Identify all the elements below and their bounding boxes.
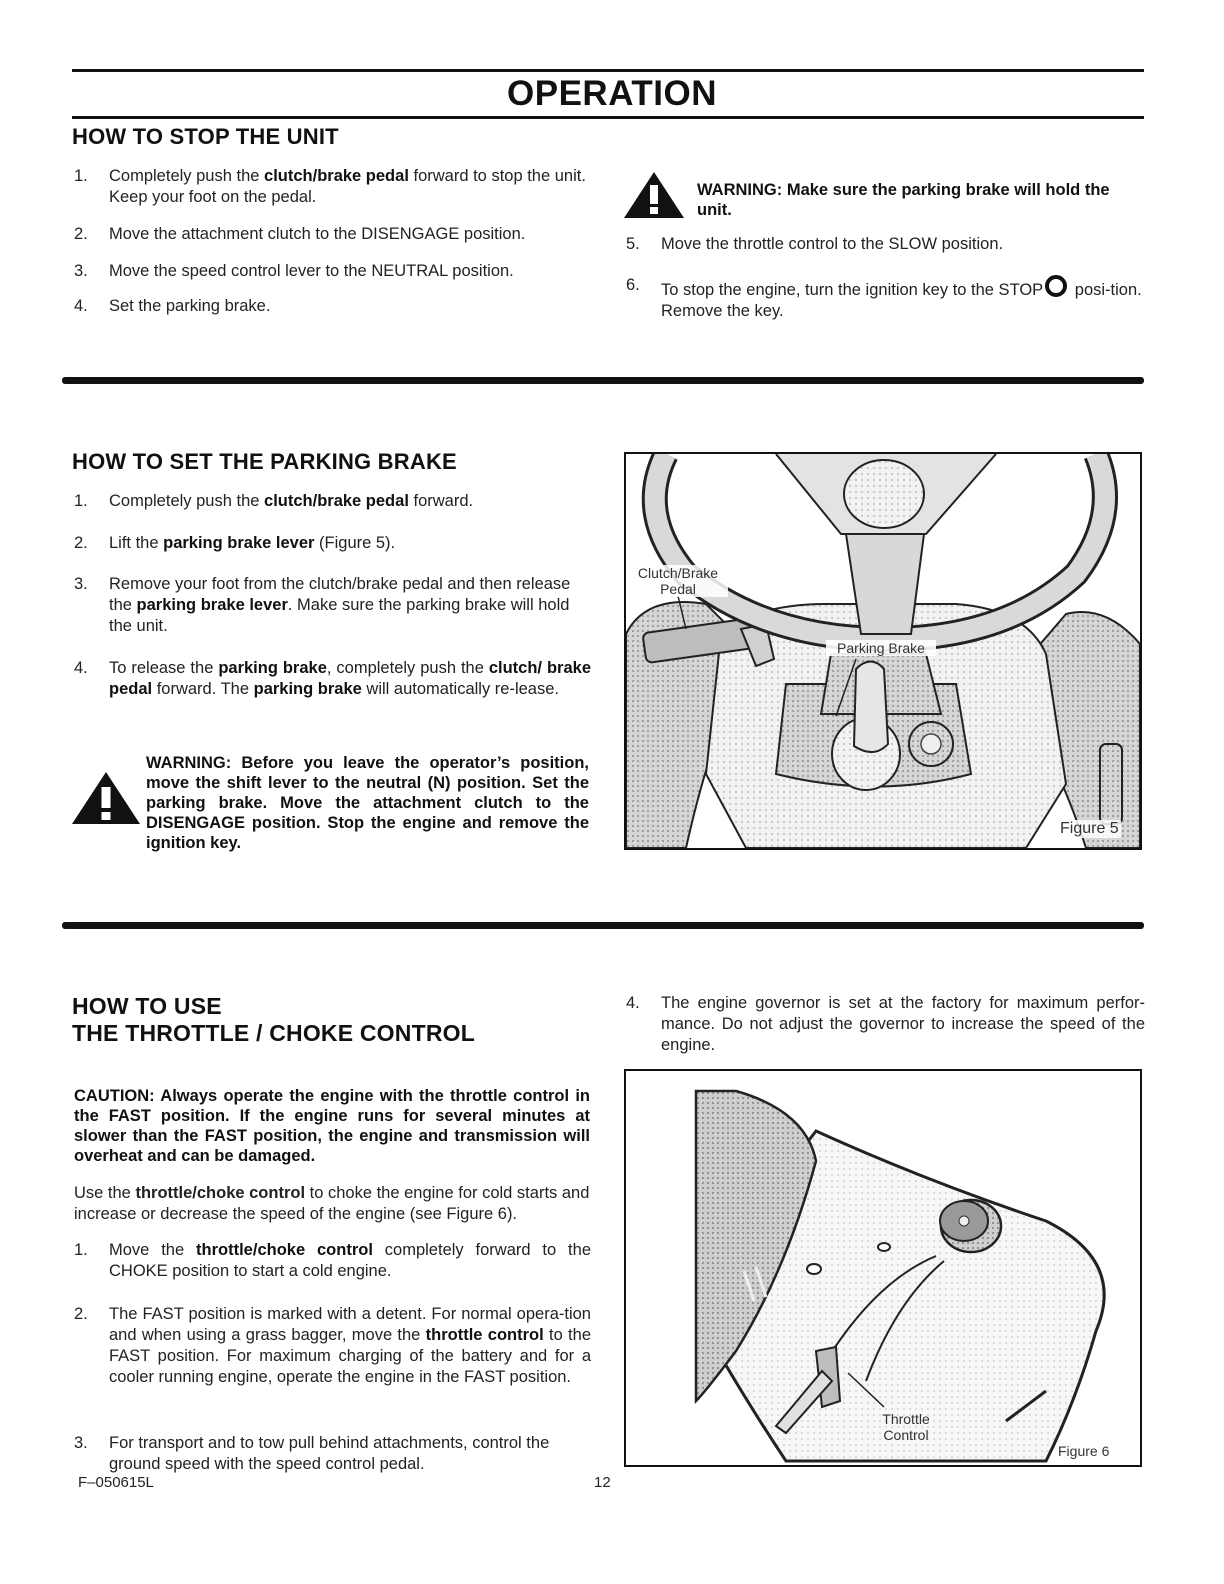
- callout-parking-brake: Parking Brake: [826, 640, 936, 656]
- stop-unit-heading: HOW TO STOP THE UNIT: [72, 124, 339, 149]
- section-divider-2: [62, 922, 1144, 929]
- callout-throttle-control: Throttle Control: [882, 1411, 930, 1443]
- throttle-caution: CAUTION: Always operate the engine with the throttle control in the FAST position. If the engine runs for several minutes at slower than the FAST position, the engine and transmission will overheat and can be damaged.: [74, 1087, 590, 1165]
- stop-unit-warning: WARNING: Make sure the parking brake will hold the unit.: [697, 181, 1110, 219]
- callout-clutch-brake-pedal: Clutch/Brake Pedal: [628, 565, 728, 597]
- figure-5: [624, 452, 1142, 850]
- stop-symbol-icon: [1045, 275, 1067, 297]
- page-number: 12: [594, 1474, 611, 1491]
- throttle-heading: [72, 993, 475, 1047]
- page-title: OPERATION: [507, 74, 717, 113]
- figure-6: [624, 1069, 1142, 1467]
- header-top-rule: [72, 69, 1144, 72]
- header-bottom-rule: [72, 116, 1144, 119]
- figure-5-label: Figure 5: [1060, 820, 1119, 837]
- warning-triangle-icon: [622, 170, 686, 220]
- throttle-intro: Use the throttle/choke control to choke the engine for cold starts and increase or decrease the speed of the engine (see Figure 6).: [74, 1184, 590, 1223]
- warning-triangle-icon: [70, 770, 142, 826]
- throttle-control-illustration: [626, 1071, 1140, 1465]
- parking-brake-heading: HOW TO SET THE PARKING BRAKE: [72, 449, 457, 474]
- section-divider-1: [62, 377, 1144, 384]
- throttle-heading-line-2: THE THROTTLE / CHOKE CONTROL: [72, 1020, 475, 1046]
- throttle-heading-line-1: HOW TO USE: [72, 993, 222, 1019]
- parking-brake-warning: WARNING: Before you leave the operator’s position, move the shift lever to the neutral (N) position. Set the parking brake. Move the attachment clutch to the DISENGAGE position. Stop the engine and remove the ignition key.: [146, 754, 589, 852]
- document-code: F–050615L: [78, 1474, 154, 1491]
- figure-6-label: Figure 6: [1058, 1443, 1110, 1459]
